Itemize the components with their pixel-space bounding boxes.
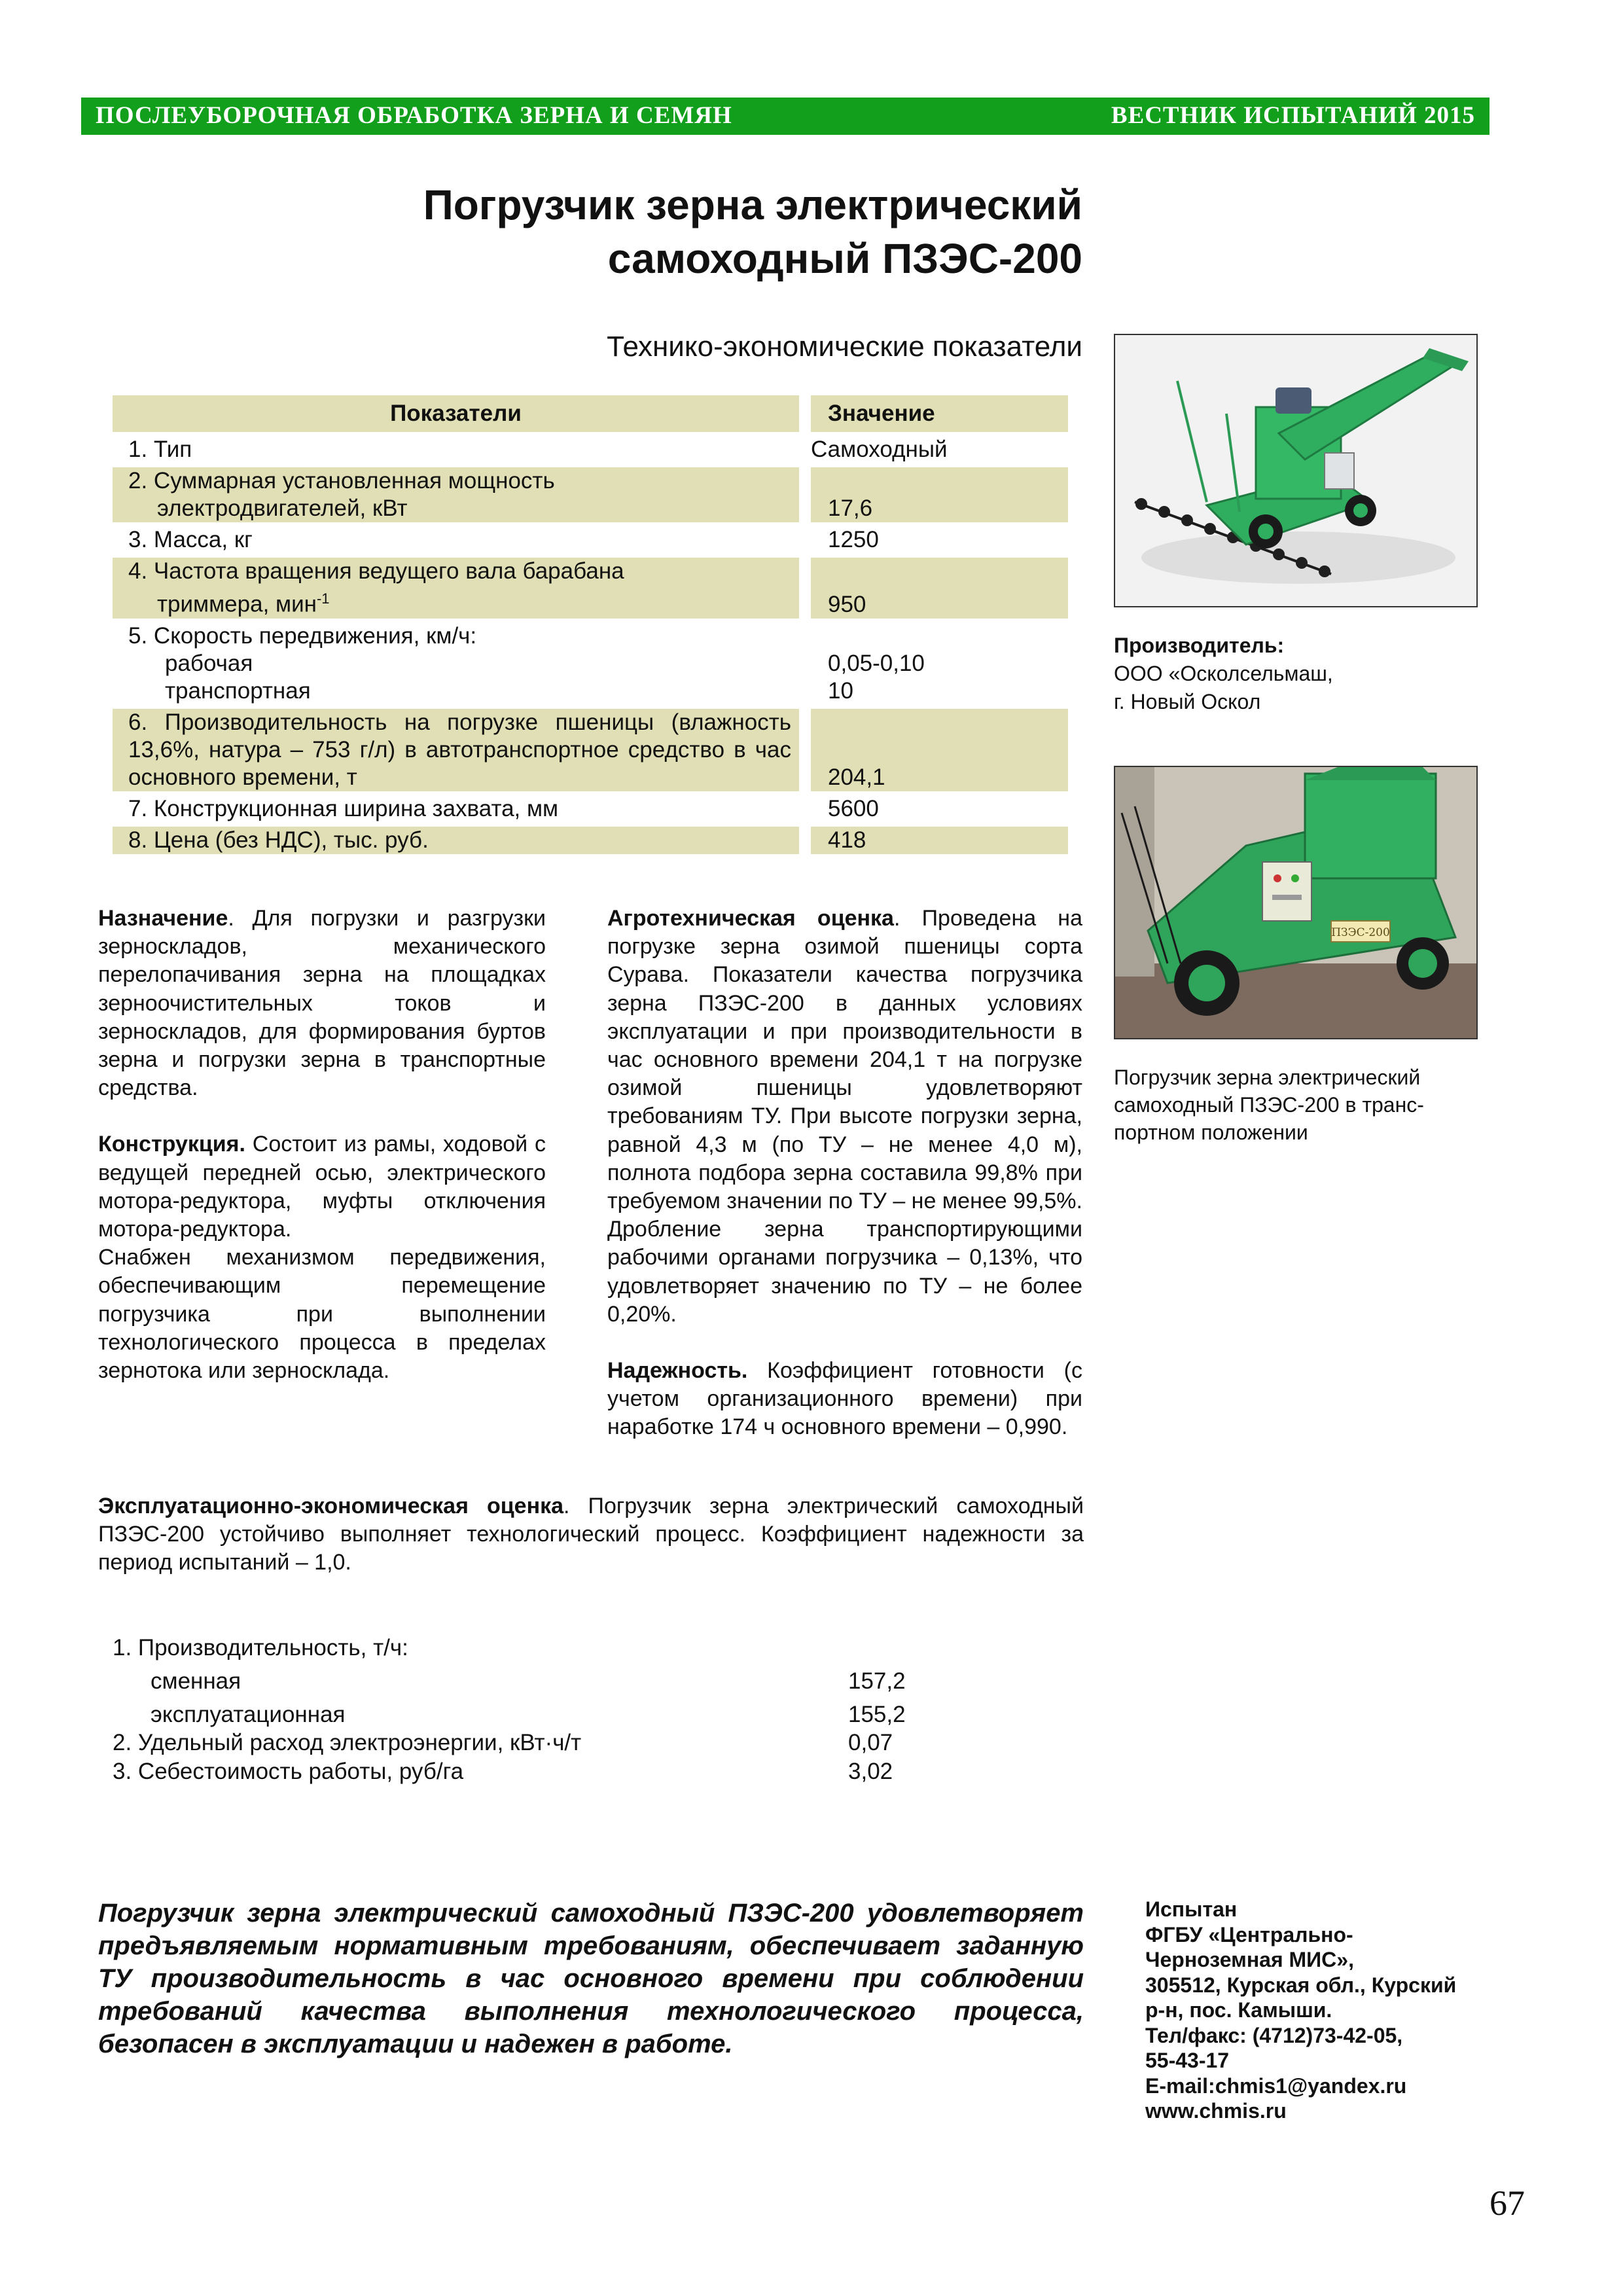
param-cell: 3. Масса, кг: [128, 527, 253, 552]
journal-title: ВЕСТНИК ИСПЫТАНИЙ 2015: [1111, 102, 1475, 129]
table-row: [113, 622, 1068, 705]
construction-paragraph-2: Снабжен механизмом передвижения, обеспечивающим перемещение погрузчика при выполнении технологического процесса в пределах зернотока или зерносклада.: [98, 1245, 546, 1384]
value-cell: Самоходный: [799, 436, 1068, 463]
param-cell: [113, 558, 799, 619]
kpi-value: 155,2: [848, 1702, 906, 1727]
manufacturer-city: г. Новый Оскол: [1114, 690, 1261, 713]
agro-text: . Проведена на погрузке зерна озимой пшеницы сорта Сурава. Показатели качества погрузчика зерна ПЗЭС-200 в данных условиях эксплуатации и при производительности в час основного времени 204,1 т на погрузке озимой пшеницы удовлетворяют требованиям ТУ. При высоте погрузки зерна, равной 4,3 м (по ТУ – не менее 4,0 м), полнота подбора зерна составила 99,8% при требуемом значении по ТУ – не менее 99,5%. Дробление зерна транспортирующими рабочими органами погрузчика – 0,13%, что удовлетворяет значению по ТУ – не более 0,20%.: [607, 906, 1082, 1327]
purpose-label: Назначение: [98, 906, 228, 931]
agro-label: Агротехническая оценка: [607, 906, 894, 931]
table-row: [113, 827, 1068, 854]
purpose-paragraph: [98, 905, 546, 1102]
param-line: электродвигателей, кВт: [157, 495, 408, 521]
agro-paragraph: [607, 905, 1082, 1329]
kpi-line: сменная: [151, 1668, 241, 1694]
table-subtitle: Технико-экономические показатели: [607, 331, 1082, 363]
param-line: 4. Частота вращения ведущего вала барабана: [128, 558, 624, 584]
caption-line: портном положении: [1114, 1121, 1308, 1144]
kpi-line: 3. Себестоимость работы, руб/га: [113, 1759, 464, 1784]
machine-illustration: [1115, 335, 1476, 606]
param-cell: 6. Производительность на погрузке пшеницы (влажность 13,6%, натура – 753 г/л) в автотранспортное средство в час основного времени, т: [113, 709, 799, 791]
manufacturer-label: Производитель:: [1114, 634, 1285, 657]
header-band: [81, 98, 1489, 135]
table-row: [113, 558, 1068, 619]
kpi-value: 157,2: [848, 1668, 906, 1694]
param-cell: 8. Цена (без НДС), тыс. руб.: [113, 827, 799, 854]
table-header-row: [113, 395, 1068, 432]
value-cell: 17,6: [799, 467, 1068, 522]
value-cell: [799, 622, 1068, 705]
page-title: [423, 178, 1082, 285]
conclusion: Погрузчик зерна электрический самоходный ПЗЭС-200 удовлетворяет предъявляемым нормативным требованиям, обеспечивает заданную ТУ производительность в час основного времени при соблюдении требований качества выполнения технологического процесса, безопасен в эксплуатации и надежен в работе.: [98, 1899, 1084, 2058]
value-cell: 418: [799, 827, 1068, 854]
param-line-text: триммера, мин: [157, 591, 317, 617]
construction-text: Состоит из рамы, ходовой с ведущей передней осью, электрического мотора-редуктора, муфты отключения мотора-редуктора.: [98, 1132, 546, 1242]
construction-label: Конструкция.: [98, 1132, 245, 1157]
machine-transport-illustration: [1115, 767, 1476, 1038]
right-column: [607, 905, 1082, 1442]
kpi-line: 2. Удельный расход электроэнергии, кВт·ч/т: [113, 1730, 582, 1755]
superscript: -1: [316, 590, 330, 607]
param-cell: 7. Конструкционная ширина захвата, мм: [128, 795, 559, 821]
reliability-paragraph: [607, 1357, 1082, 1442]
econ-text: . Погрузчик зерна электрический самоходный ПЗЭС-200 устойчиво выполняет технологический процесс. Коэффициент надежности за период испытаний – 1,0.: [98, 1494, 1084, 1575]
reliability-text: Коэффициент готовности (с учетом организационного времени) при наработке 174 ч основного времени – 0,990.: [607, 1358, 1082, 1440]
title-line-1: Погрузчик зерна электрический: [423, 181, 1082, 228]
title-line-2: самоходный ПЗЭС-200: [607, 235, 1082, 282]
machine-photo-working: [1114, 334, 1478, 607]
caption-line: самоходный ПЗЭС-200 в транс-: [1114, 1093, 1424, 1117]
value-line: 0,05-0,10: [828, 650, 925, 676]
purpose-text: . Для погрузки и разгрузки зерноскладов, механического перелопачивания зерна на площадках зерноочистительных токов и зерноскладов, для формирования буртов зерна и погрузки зерна в транспортные средства.: [98, 906, 546, 1101]
param-cell: 1. Тип: [128, 437, 192, 462]
param-line: [128, 585, 791, 619]
left-column: [98, 905, 546, 1385]
table-row: [113, 526, 1068, 554]
machine-photo-transport: [1114, 766, 1478, 1039]
section-title: ПОСЛЕУБОРОЧНАЯ ОБРАБОТКА ЗЕРНА И СЕМЯН: [96, 102, 732, 129]
construction-paragraph: [98, 1130, 546, 1244]
kpi-line: 1. Производительность, т/ч:: [113, 1635, 408, 1660]
kpi-value: 3,02: [848, 1759, 893, 1784]
econ-label: Эксплуатационно-экономическая оценка: [98, 1494, 564, 1518]
param-line: 2. Суммарная установленная мощность: [128, 468, 555, 493]
tested-by-block: Испытан ФГБУ «Центрально- Черноземная МИС», 305512, Курская обл., Курский р-н, пос. Камыши. Тел/факс: (4712)73-42-05, 55-43-17 E-mail:chmis1@yandex.ru www.chmis.ru: [1145, 1897, 1457, 2123]
param-line: транспортная: [165, 677, 311, 704]
table-row: [113, 709, 1068, 791]
page-number: 67: [1489, 2183, 1525, 2223]
manufacturer-block: [1114, 632, 1333, 716]
param-cell: [113, 467, 799, 522]
param-cell: [113, 622, 799, 705]
table-row: [113, 795, 1068, 823]
table-row: [113, 436, 1068, 463]
value-cell: 204,1: [799, 709, 1068, 791]
value-line: 10: [828, 677, 853, 704]
caption-line: Погрузчик зерна электрический: [1114, 1066, 1421, 1089]
model-plate: ПЗЭС-200: [1331, 926, 1390, 939]
manufacturer-name: ООО «Осколсельмаш,: [1114, 662, 1333, 685]
value-cell: 1250: [799, 526, 1068, 554]
param-line: 5. Скорость передвижения, км/ч:: [128, 622, 477, 649]
header-value: Значение: [799, 395, 1068, 432]
header-param: Показатели: [113, 395, 799, 432]
table-row: [113, 467, 1068, 522]
param-line: рабочая: [165, 650, 253, 676]
value-cell: 950: [799, 558, 1068, 619]
reliability-label: Надежность.: [607, 1358, 748, 1384]
econ-paragraph: [98, 1492, 1084, 1577]
photo-caption: [1114, 1064, 1424, 1146]
kpi-value: 0,07: [848, 1730, 893, 1755]
value-cell: 5600: [799, 795, 1068, 823]
spec-table: [113, 391, 1068, 858]
kpi-line: эксплуатационная: [151, 1702, 346, 1727]
